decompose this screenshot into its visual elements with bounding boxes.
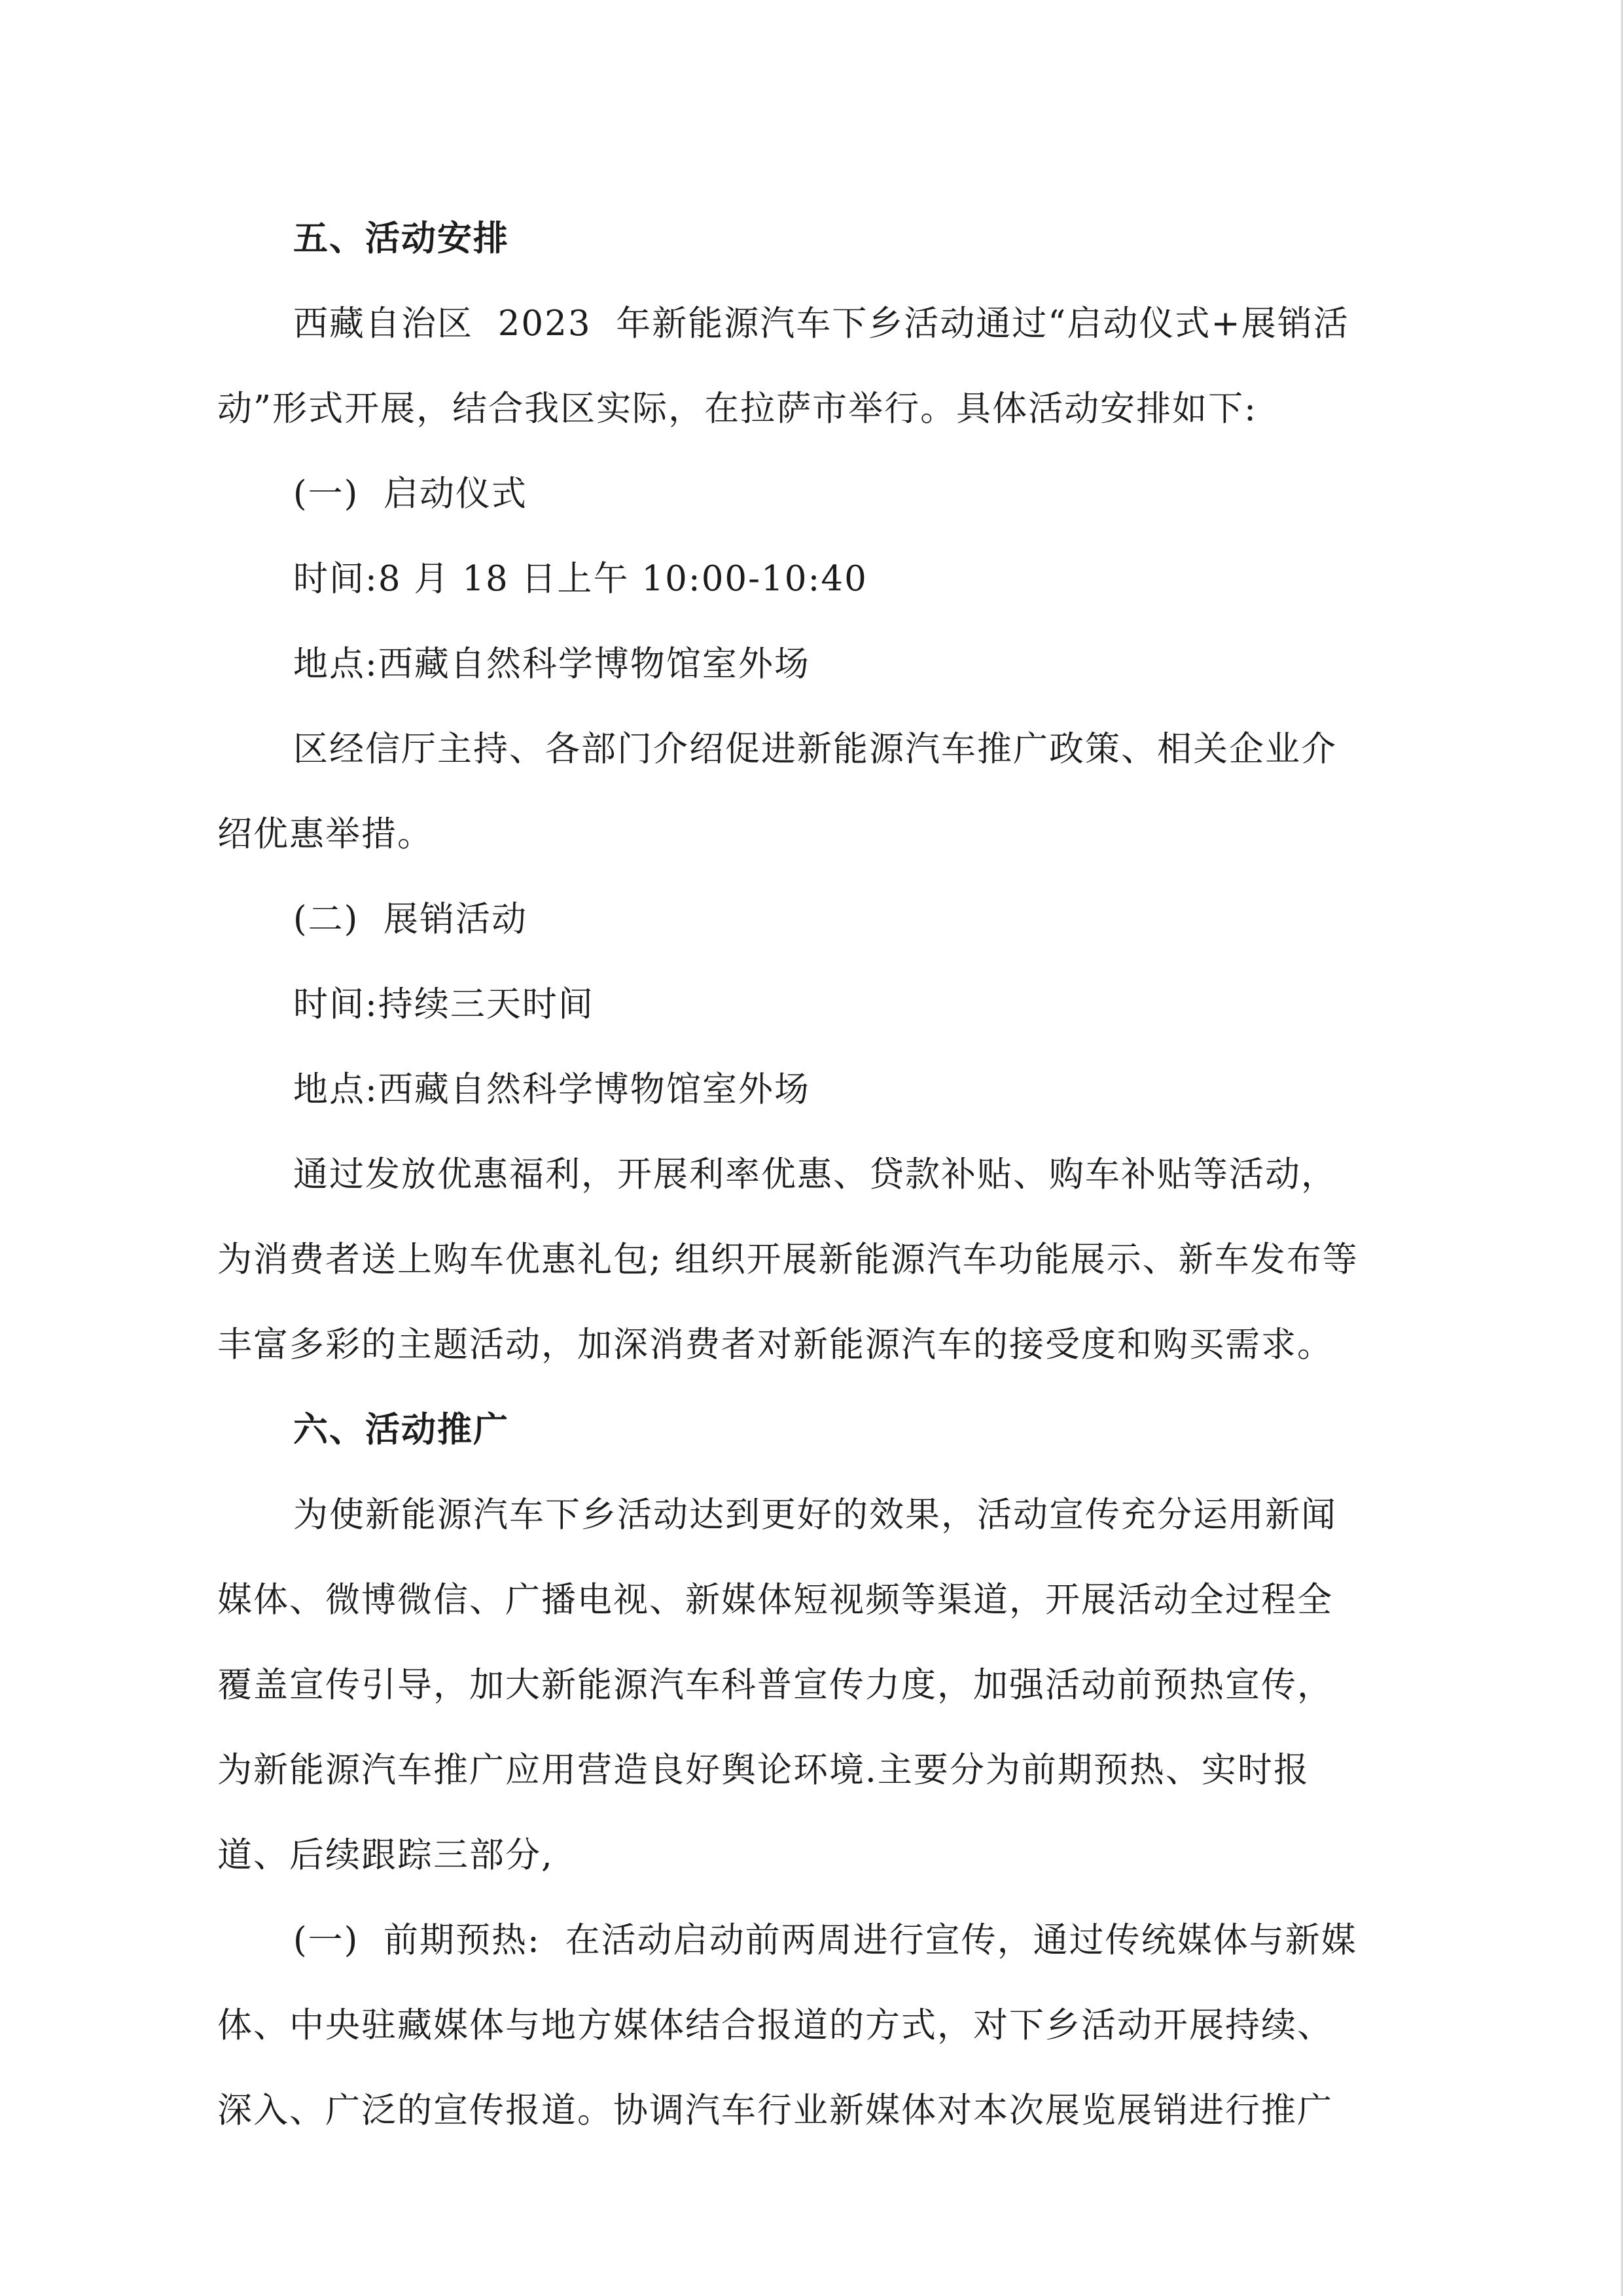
section-heading-6: 六、活动推广 xyxy=(293,1410,509,1450)
paragraph-line: 媒体、微博微信、广播电视、新媒体短视频等渠道，开展活动全过程全 xyxy=(217,1580,1333,1620)
subheading-2: (二) 展销活动 xyxy=(293,899,528,939)
paragraph-line: 丰富多彩的主题活动，加深消费者对新能源汽车的接受度和购买需求。 xyxy=(217,1325,1333,1365)
paragraph-line: 为消费者送上购车优惠礼包; 组织开展新能源汽车功能展示、新车发布等 xyxy=(217,1240,1359,1280)
paragraph-line: 深入、广泛的宣传报道。协调汽车行业新媒体对本次展览展销进行推广 xyxy=(217,2090,1333,2130)
paragraph-line: 西藏自治区 2023 年新能源汽车下乡活动通过“启动仪式+展销活 xyxy=(293,304,1349,344)
location-line: 地点:西藏自然科学博物馆室外场 xyxy=(293,644,810,684)
paragraph-line: 为新能源汽车推广应用营造良好舆论环境.主要分为前期预热、实时报 xyxy=(217,1750,1310,1790)
time-line: 时间:持续三天时间 xyxy=(293,984,594,1024)
paragraph-line: 道、后续跟踪三部分, xyxy=(217,1835,554,1875)
subheading-1: (一) 启动仪式 xyxy=(293,474,528,514)
paragraph-line: 覆盖宣传引导，加大新能源汽车科普宣传力度，加强活动前预热宣传， xyxy=(217,1665,1333,1705)
paragraph-line: 绍优惠举措。 xyxy=(217,814,433,854)
paragraph-line: 通过发放优惠福利，开展利率优惠、贷款补贴、购车补贴等活动， xyxy=(293,1155,1337,1194)
paragraph-line: 区经信厅主持、各部门介绍促进新能源汽车推广政策、相关企业介 xyxy=(293,729,1337,769)
paragraph-line: 体、中央驻藏媒体与地方媒体结合报道的方式，对下乡活动开展持续、 xyxy=(217,2005,1333,2045)
section-heading-5: 五、活动安排 xyxy=(293,219,509,259)
paragraph-line: (一) 前期预热: 在活动启动前两周进行宣传，通过传统媒体与新媒 xyxy=(293,1920,1357,1960)
paragraph-line: 动”形式开展，结合我区实际，在拉萨市举行。具体活动安排如下: xyxy=(217,389,1257,429)
time-line: 时间:8 月 18 日上午 10:00-10:40 xyxy=(293,559,868,599)
paragraph-line: 为使新能源汽车下乡活动达到更好的效果，活动宣传充分运用新闻 xyxy=(293,1495,1337,1535)
location-line: 地点:西藏自然科学博物馆室外场 xyxy=(293,1069,810,1109)
